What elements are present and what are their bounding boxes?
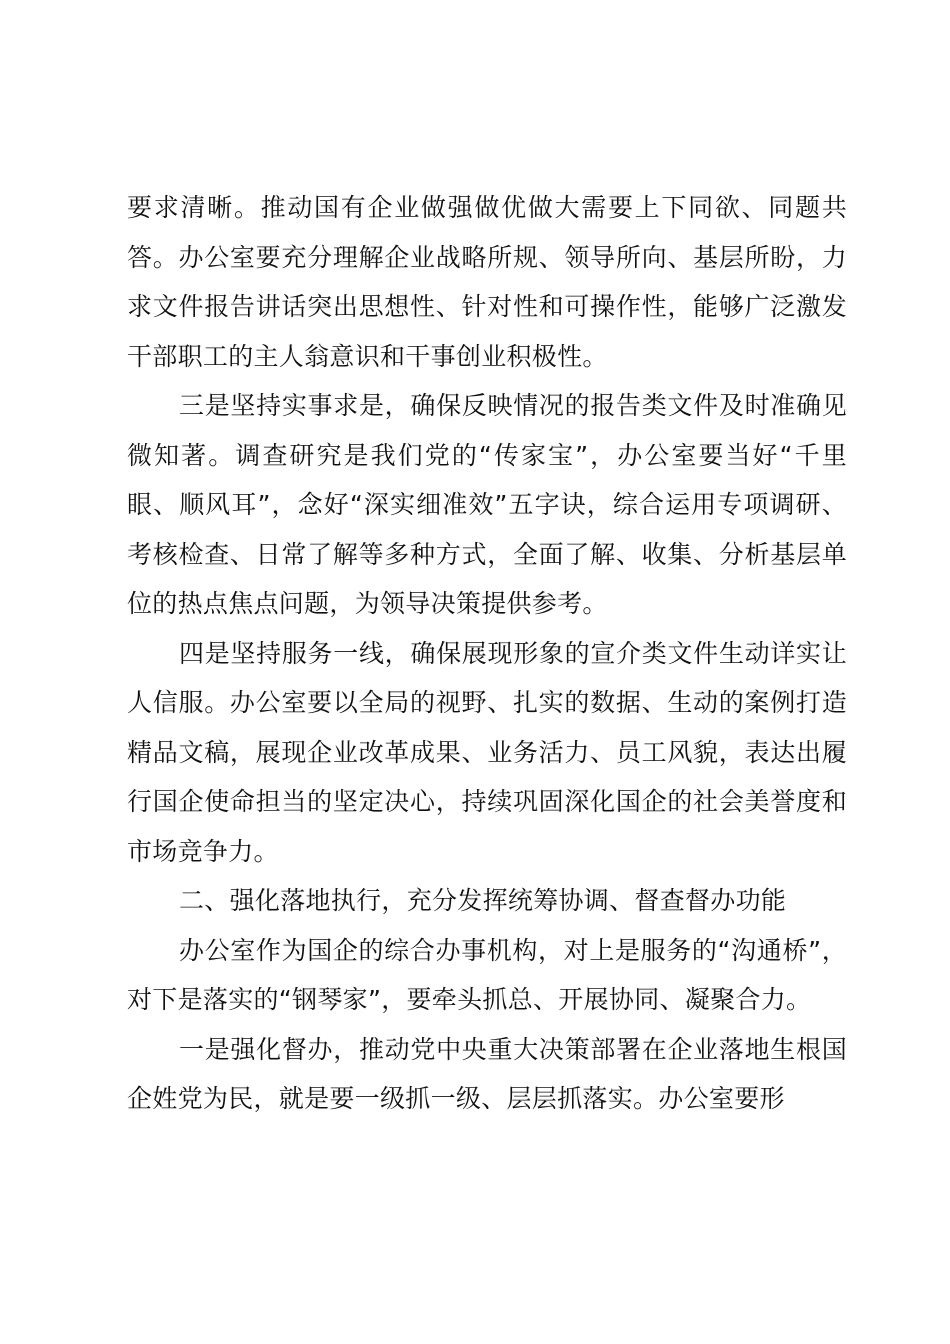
document-body xyxy=(127,183,847,1124)
section-heading-two: 二、强化落地执行，充分发挥统筹协调、督查督办功能 xyxy=(179,886,787,915)
paragraph-point-three: 三是坚持实事求是，确保反映情况的报告类文件及时准确见微知著。调查研究是我们党的“传家宝”，办公室要当好“千里眼、顺风耳”，念好“深实细准效”五字诀，综合运用专项调研、考核检查、日常了解等多种方式，全面了解、收集、分析基层单位的热点焦点问题，为领导决策提供参考。 xyxy=(127,391,847,618)
paragraph-continuation: 要求清晰。推动国有企业做强做优做大需要上下同欲、同题共答。办公室要充分理解企业战略所规、领导所向、基层所盼，力求文件报告讲话突出思想性、针对性和可操作性，能够广泛激发干部职工的主人翁意识和干事创业积极性。 xyxy=(127,193,847,371)
paragraph-point-one: 一是强化督办，推动党中央重大决策部署在企业落地生根国企姓党为民，就是要一级抓一级、层层抓落实。办公室要形 xyxy=(127,1034,847,1113)
paragraph-section-intro: 办公室作为国企的综合办事机构，对上是服务的“沟通桥”，对下是落实的“钢琴家”，要牵头抓总、开展协同、凝聚合力。 xyxy=(127,935,847,1014)
paragraph-point-four: 四是坚持服务一线，确保展现形象的宣介类文件生动详实让人信服。办公室要以全局的视野、扎实的数据、生动的案例打造精品文稿，展现企业改革成果、业务活力、员工风貌，表达出履行国企使命担当的坚定决心，持续巩固深化国企的社会美誉度和市场竞争力。 xyxy=(127,638,847,866)
